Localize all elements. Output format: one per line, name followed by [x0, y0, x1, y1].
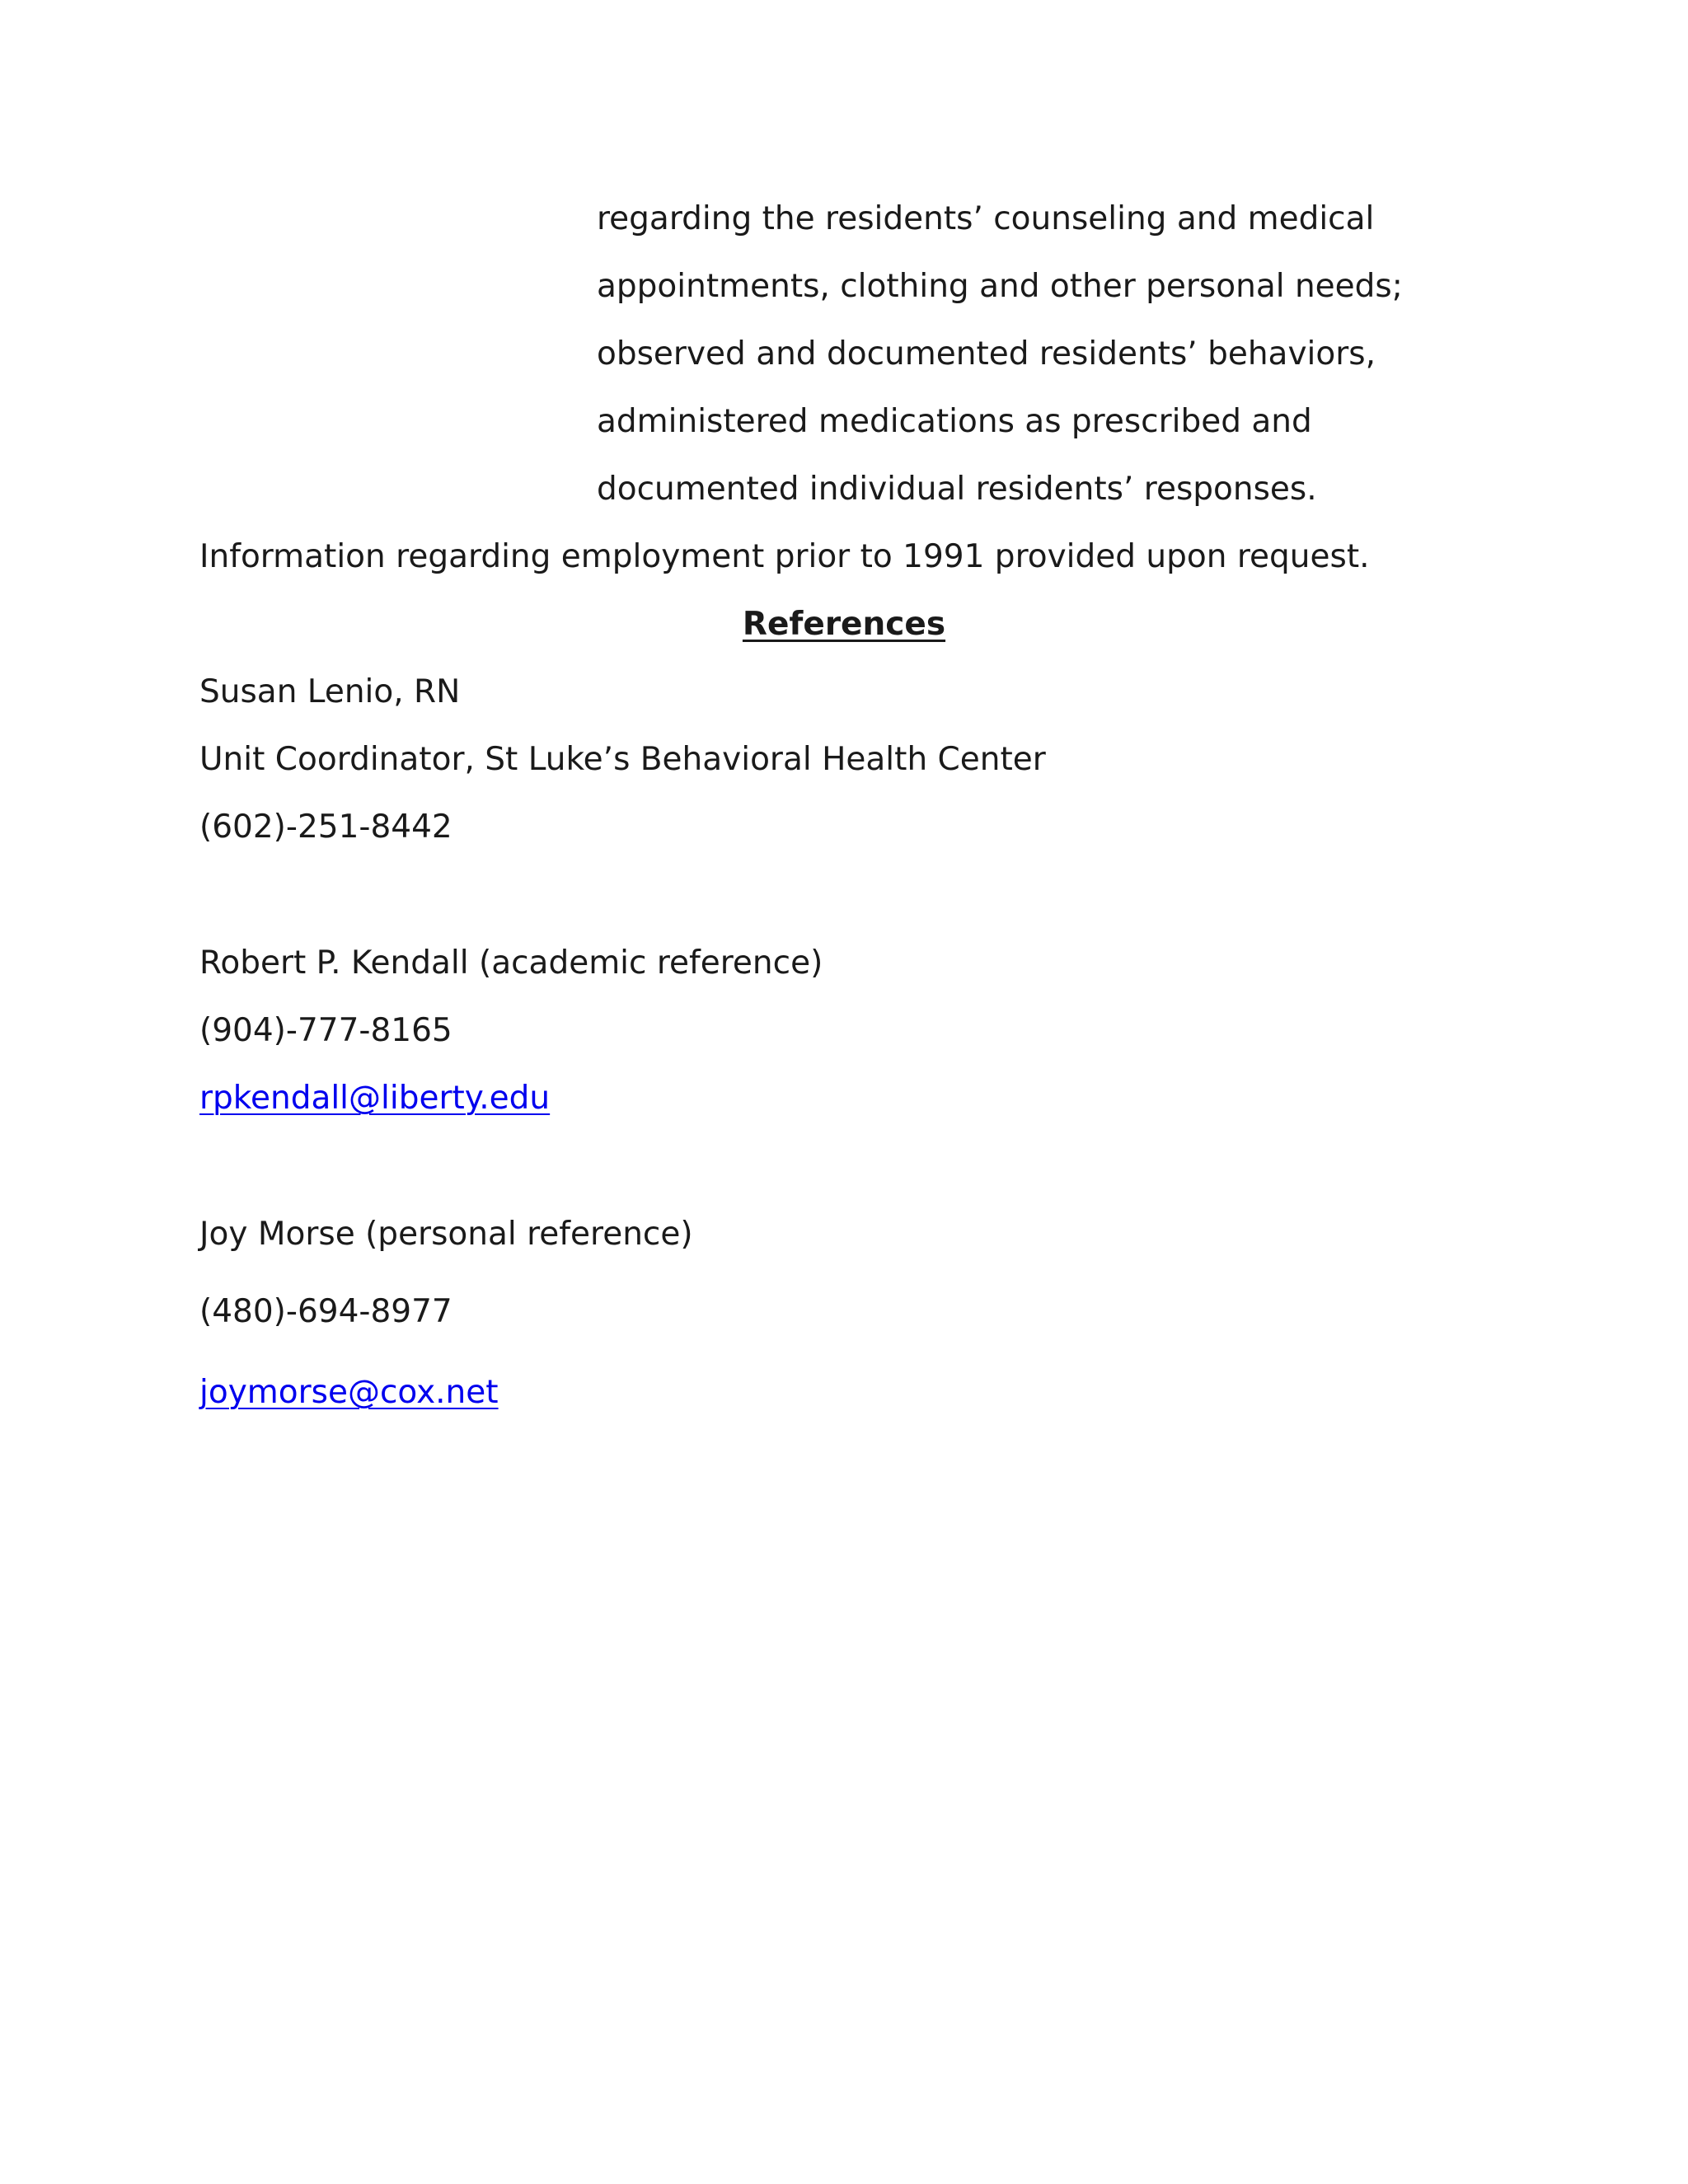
reference-email-link[interactable]: rpkendall@liberty.edu [199, 1080, 551, 1117]
reference-title: Unit Coordinator, St Luke’s Behavioral Health Center [199, 741, 1046, 778]
reference-phone: (602)-251-8442 [199, 808, 452, 846]
reference-email-line [199, 1373, 499, 1413]
paragraph-line: observed and documented residents’ behaviors, [597, 335, 1376, 373]
reference-name: Robert P. Kendall (academic reference) [199, 944, 823, 982]
paragraph-line: documented individual residents’ responses. [597, 471, 1317, 508]
reference-email-line [199, 1079, 550, 1118]
paragraph-line: administered medications as prescribed and [597, 403, 1312, 440]
prior-employment-note: Information regarding employment prior to 1991 provided upon request. [199, 538, 1370, 575]
reference-email-link[interactable]: joymorse@cox.net [199, 1374, 499, 1411]
reference-phone: (480)-694-8977 [199, 1293, 452, 1330]
references-heading: References [742, 606, 946, 643]
reference-name: Joy Morse (personal reference) [199, 1216, 693, 1253]
reference-phone: (904)-777-8165 [199, 1012, 452, 1049]
reference-name: Susan Lenio, RN [199, 673, 461, 710]
paragraph-line: regarding the residents’ counseling and medical [597, 200, 1375, 237]
paragraph-line: appointments, clothing and other personal needs; [597, 268, 1403, 305]
